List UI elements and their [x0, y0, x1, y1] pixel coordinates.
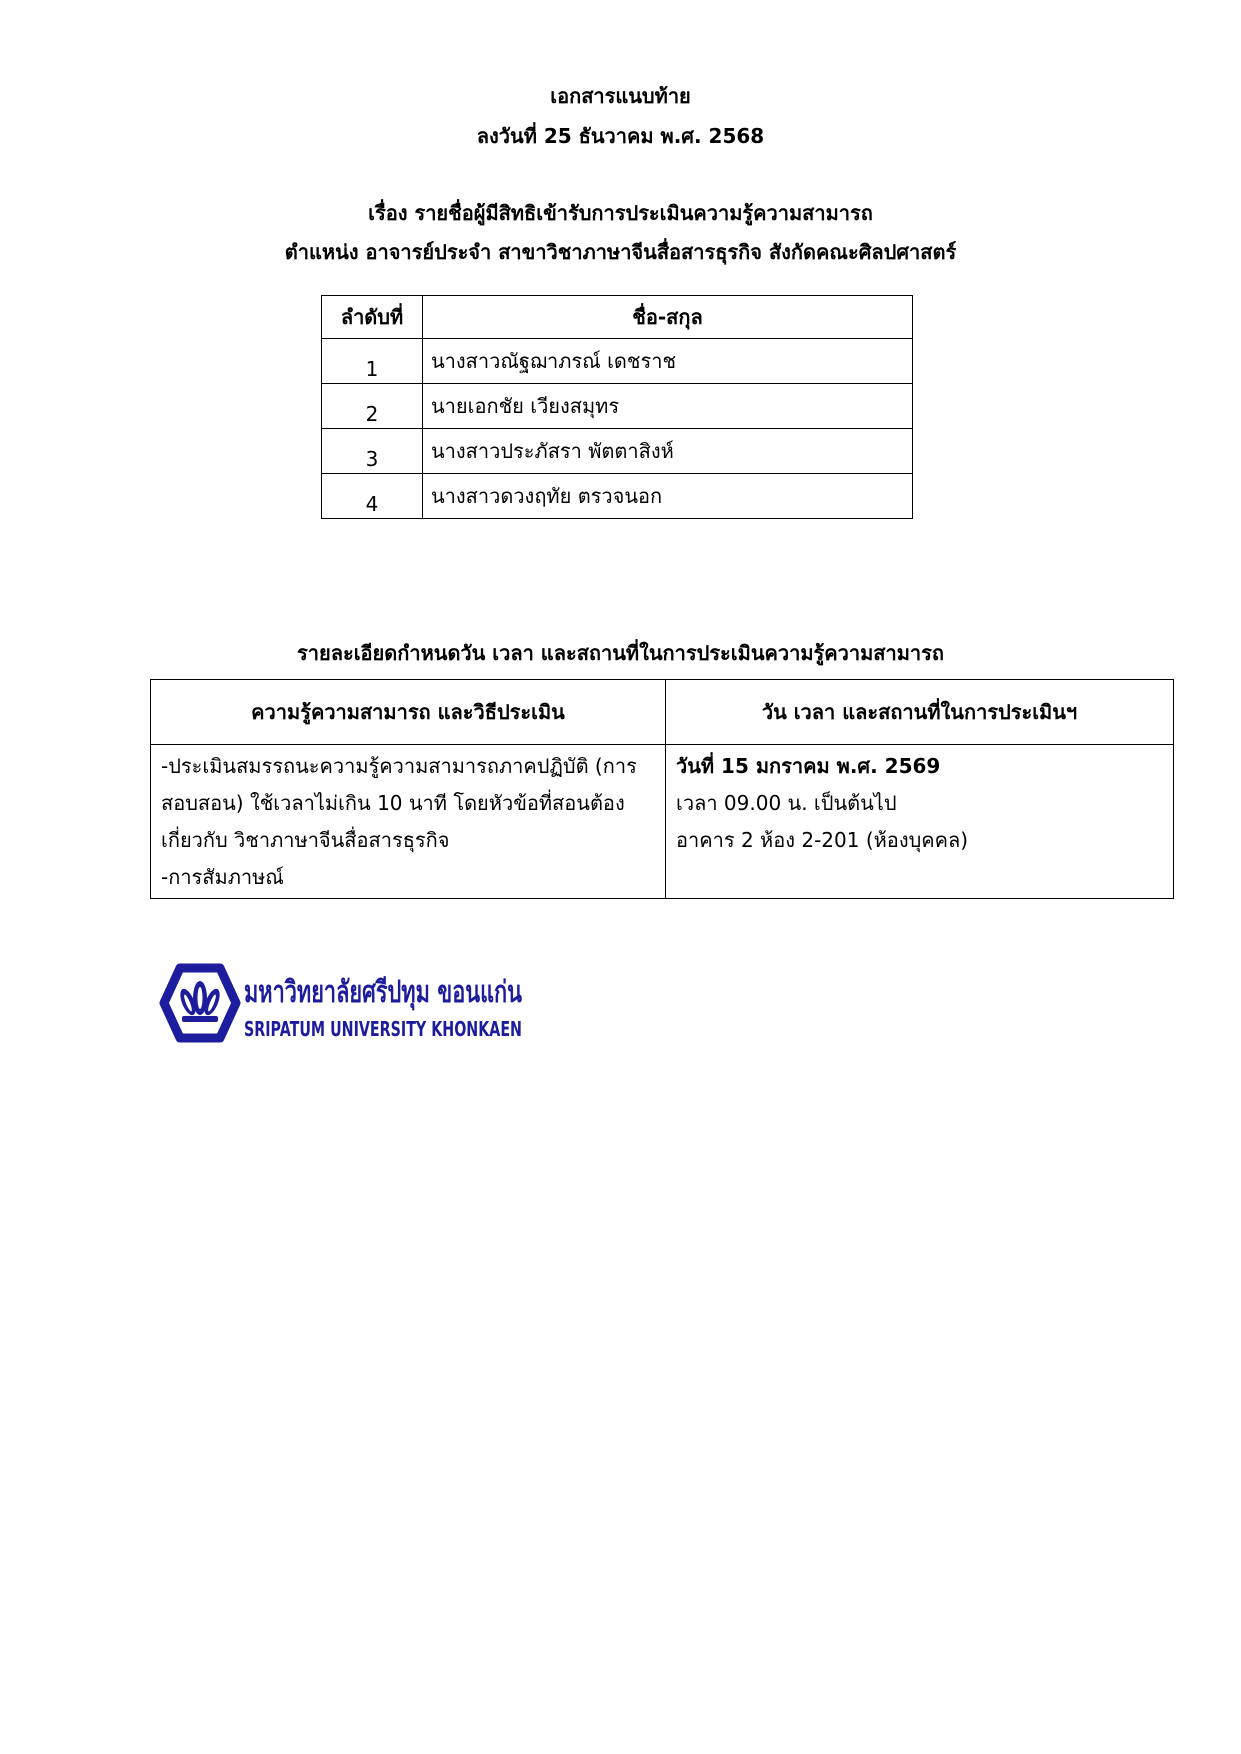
document-date: ลงวันที่ 25 ธันวาคม พ.ศ. 2568	[476, 124, 765, 148]
method-line: -ประเมินสมรรถนะความรู้ความสามารถภาคปฏิบัติ (การ	[161, 754, 637, 778]
assessment-date: วันที่ 15 มกราคม พ.ศ. 2569	[676, 754, 941, 778]
table-row	[322, 384, 913, 429]
schedule-header-row	[151, 680, 1174, 745]
assessment-place: อาคาร 2 ห้อง 2-201 (ห้องบุคคล)	[676, 828, 969, 852]
candidate-name: นางสาวประภัสรา พัตตาสิงห์	[423, 429, 913, 474]
assessment-datetime-cell	[666, 745, 1174, 899]
university-logo	[158, 958, 629, 1048]
table-row	[322, 429, 913, 474]
schedule-title: รายละเอียดกำหนดวัน เวลา และสถานที่ในการประเมินความรู้ความสามารถ	[297, 641, 944, 665]
schedule-table	[150, 679, 1174, 899]
candidate-order: 3	[322, 429, 423, 474]
candidate-name: นายเอกชัย เวียงสมุทร	[423, 384, 913, 429]
document-title: เอกสารแนบท้าย	[550, 84, 691, 108]
assessment-method-cell	[151, 745, 666, 899]
method-line: -การสัมภาษณ์	[161, 865, 284, 889]
table-row	[322, 339, 913, 384]
schedule-row	[151, 745, 1174, 899]
document-position: ตำแหน่ง อาจารย์ประจำ สาขาวิชาภาษาจีนสื่อสารธุรกิจ สังกัดคณะศิลปศาสตร์	[284, 240, 957, 264]
column-header-order: ลำดับที่	[322, 296, 423, 339]
assessment-time: เวลา 09.00 น. เป็นต้นไป	[676, 791, 897, 815]
candidate-order: 4	[322, 474, 423, 519]
document-subject: เรื่อง รายชื่อผู้มีสิทธิเข้ารับการประเมินความรู้ความสามารถ	[368, 201, 873, 225]
table-row	[322, 474, 913, 519]
candidates-header-row	[322, 296, 913, 339]
method-line: เกี่ยวกับ วิชาภาษาจีนสื่อสารธุรกิจ	[161, 828, 450, 852]
logo-name-thai: มหาวิทยาลัยศรีปทุม ขอนแก่น	[244, 975, 629, 1010]
candidate-name: นางสาวดวงฤทัย ตรวจนอก	[423, 474, 913, 519]
candidate-order: 2	[322, 384, 423, 429]
university-logo-graphic	[158, 958, 629, 1048]
candidate-name: นางสาวณัฐฌาภรณ์ เดชราช	[423, 339, 913, 384]
candidates-table	[321, 295, 913, 519]
column-header-name: ชื่อ-สกุล	[423, 296, 913, 339]
column-header-method: ความรู้ความสามารถ และวิธีประเมิน	[151, 680, 666, 745]
candidate-order: 1	[322, 339, 423, 384]
method-line: สอบสอน) ใช้เวลาไม่เกิน 10 นาที โดยหัวข้อที่สอนต้อง	[161, 791, 625, 815]
column-header-datetime: วัน เวลา และสถานที่ในการประเมินฯ	[666, 680, 1174, 745]
logo-name-english: SRIPATUM UNIVERSITY KHONKAEN	[244, 1017, 522, 1041]
